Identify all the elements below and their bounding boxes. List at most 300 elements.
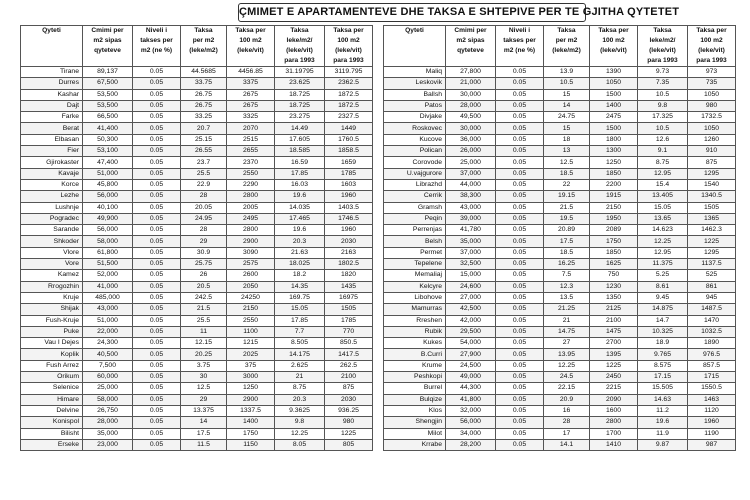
table-cell: 0.05: [496, 394, 544, 405]
table-cell: 0.05: [496, 338, 544, 349]
table-cell: 1137.5: [688, 259, 736, 270]
table-cell: 24,300: [83, 338, 133, 349]
table-cell: 936.25: [325, 405, 373, 416]
table-cell: 2030: [325, 236, 373, 247]
table-cell: 1100: [227, 326, 275, 337]
table-cell: 1872.5: [325, 100, 373, 111]
table-cell: 2125: [590, 304, 638, 315]
city-name: Farke: [21, 112, 83, 123]
column-header: takses per: [133, 36, 181, 46]
table-cell: 2290: [227, 179, 275, 190]
city-name: Sarande: [21, 225, 83, 236]
column-header: [133, 56, 181, 67]
table-cell: 21.25: [544, 304, 590, 315]
city-name: Fier: [21, 146, 83, 157]
table-cell: 18.025: [275, 259, 325, 270]
table-row: [384, 213, 736, 224]
table-row: [384, 202, 736, 213]
table-cell: 15.505: [638, 383, 688, 394]
column-header: [446, 56, 496, 67]
table-cell: 1600: [590, 405, 638, 416]
table-cell: 0.05: [133, 123, 181, 134]
table-cell: 0.05: [496, 281, 544, 292]
table-cell: 14.623: [638, 225, 688, 236]
table-cell: 14.63: [638, 394, 688, 405]
table-cell: 7.5: [544, 270, 590, 281]
column-header: [181, 56, 227, 67]
table-cell: 0.05: [496, 326, 544, 337]
table-cell: 19.15: [544, 191, 590, 202]
table-cell: 2.625: [275, 360, 325, 371]
table-cell: 26,000: [446, 146, 496, 157]
table-cell: 3375: [227, 78, 275, 89]
table-cell: 0.05: [496, 372, 544, 383]
table-cell: 0.05: [496, 259, 544, 270]
city-name: Maliq: [384, 67, 446, 78]
table-cell: 15,000: [446, 270, 496, 281]
table-cell: 0.05: [496, 349, 544, 360]
table-cell: 9.3625: [275, 405, 325, 416]
table-cell: 242.5: [181, 292, 227, 303]
table-cell: 25.5: [181, 168, 227, 179]
table-cell: 22.9: [181, 179, 227, 190]
table-cell: 262.5: [325, 360, 373, 371]
table-row: [384, 236, 736, 247]
table-cell: 9.8: [638, 100, 688, 111]
column-header: Niveli i: [133, 26, 181, 37]
table-cell: 33.25: [181, 112, 227, 123]
column-header: [544, 56, 590, 67]
table-cell: 16.25: [544, 259, 590, 270]
table-cell: 22,000: [83, 326, 133, 337]
table-cell: 1603: [325, 179, 373, 190]
city-name: Kukes: [384, 338, 446, 349]
column-header: Qyteti: [384, 26, 446, 37]
table-cell: 53,500: [83, 89, 133, 100]
table-cell: 28: [544, 417, 590, 428]
table-cell: 5.25: [638, 270, 688, 281]
table-row: [21, 439, 373, 450]
table-cell: 1225: [590, 360, 638, 371]
table-cell: 1785: [325, 315, 373, 326]
table-cell: 861: [688, 281, 736, 292]
table-cell: 0.05: [133, 394, 181, 405]
table-cell: 26.75: [181, 89, 227, 100]
table-cell: 27,900: [446, 349, 496, 360]
table-cell: 24250: [227, 292, 275, 303]
table-cell: 973: [688, 67, 736, 78]
table-cell: 0.05: [496, 417, 544, 428]
table-cell: 56,000: [83, 225, 133, 236]
city-name: Memaliaj: [384, 270, 446, 281]
table-cell: 1505: [688, 202, 736, 213]
table-cell: 42,500: [446, 304, 496, 315]
table-cell: 26,750: [83, 405, 133, 416]
table-cell: 0.05: [496, 146, 544, 157]
table-cell: 1785: [325, 168, 373, 179]
column-header: per m2: [544, 36, 590, 46]
city-name: Selenice: [21, 383, 83, 394]
column-header: [384, 36, 446, 46]
table-cell: 2700: [590, 338, 638, 349]
table-cell: 1250: [590, 157, 638, 168]
city-name: Kruje: [21, 292, 83, 303]
city-name: Fush Arrez: [21, 360, 83, 371]
table-cell: 1715: [688, 372, 736, 383]
table-cell: 0.05: [133, 157, 181, 168]
table-row: [384, 157, 736, 168]
table-cell: 9.45: [638, 292, 688, 303]
table-cell: 22: [544, 179, 590, 190]
column-header: 100 m2: [227, 36, 275, 46]
table-cell: 20.7: [181, 123, 227, 134]
header-row: [21, 26, 373, 37]
table-cell: 0.05: [496, 247, 544, 258]
table-cell: 976.5: [688, 349, 736, 360]
table-row: [21, 168, 373, 179]
page-title: ÇMIMET E APARTAMENTEVE DHE TAKSA E SHTEPIVE PER TE GJITHA QYTETET: [238, 3, 586, 22]
table-cell: 19.6: [638, 417, 688, 428]
header-row: [384, 36, 736, 46]
table-cell: 20.5: [181, 281, 227, 292]
table-row: [21, 123, 373, 134]
table-row: [21, 428, 373, 439]
table-cell: 20.3: [275, 236, 325, 247]
table-cell: 18.5: [544, 168, 590, 179]
table-cell: 14.875: [638, 304, 688, 315]
city-name: Permet: [384, 247, 446, 258]
table-cell: 16.59: [275, 157, 325, 168]
table-cell: 56,000: [446, 417, 496, 428]
table-cell: 3119.795: [325, 67, 373, 78]
table-cell: 13.9: [544, 67, 590, 78]
table-cell: 18.2: [275, 270, 325, 281]
table-cell: 1487.5: [688, 304, 736, 315]
table-row: [384, 134, 736, 145]
table-cell: 33.75: [181, 78, 227, 89]
column-header: Taksa per: [590, 26, 638, 37]
table-cell: 44,000: [446, 179, 496, 190]
table-cell: 23.275: [275, 112, 325, 123]
table-cell: 18.725: [275, 100, 325, 111]
table-cell: 1225: [688, 236, 736, 247]
city-name: Erseke: [21, 439, 83, 450]
city-name: Krrabe: [384, 439, 446, 450]
table-cell: 19.6: [275, 191, 325, 202]
city-name: Tepelene: [384, 259, 446, 270]
table-cell: 17: [544, 428, 590, 439]
table-cell: 30,000: [446, 89, 496, 100]
table-row: [21, 202, 373, 213]
table-cell: 0.05: [496, 67, 544, 78]
city-name: B.Curri: [384, 349, 446, 360]
table-cell: 1050: [688, 123, 736, 134]
table-cell: 11.2: [638, 405, 688, 416]
table-cell: 1500: [590, 89, 638, 100]
table-cell: 980: [325, 417, 373, 428]
table-cell: 2025: [227, 349, 275, 360]
table-cell: 1215: [227, 338, 275, 349]
column-header: (leke/vit): [325, 46, 373, 56]
city-name: Gramsh: [384, 202, 446, 213]
column-header: qyteteve: [446, 46, 496, 56]
table-cell: 18.725: [275, 89, 325, 100]
table-cell: 17.5: [181, 428, 227, 439]
table-cell: 58,000: [83, 236, 133, 247]
table-cell: 1700: [590, 428, 638, 439]
table-cell: 20.05: [181, 202, 227, 213]
table-cell: 1295: [688, 168, 736, 179]
table-row: [384, 304, 736, 315]
table-cell: 1540: [688, 179, 736, 190]
table-cell: 9.1: [638, 146, 688, 157]
city-name: Ballsh: [384, 89, 446, 100]
table-cell: 27,000: [446, 292, 496, 303]
table-cell: 0.05: [133, 304, 181, 315]
table-cell: 1500: [590, 123, 638, 134]
table-cell: 0.05: [133, 326, 181, 337]
table-cell: 15: [544, 89, 590, 100]
table-cell: 29: [181, 394, 227, 405]
table-cell: 7,500: [83, 360, 133, 371]
column-header: qyteteve: [83, 46, 133, 56]
table-cell: 14.49: [275, 123, 325, 134]
table-cell: 0.05: [133, 372, 181, 383]
table-cell: 1890: [688, 338, 736, 349]
table-cell: 2150: [590, 202, 638, 213]
city-name: Shengjin: [384, 417, 446, 428]
table-cell: 15.05: [638, 202, 688, 213]
table-cell: 40,500: [83, 349, 133, 360]
table-cell: 23.625: [275, 78, 325, 89]
table-cell: 11.375: [638, 259, 688, 270]
city-name: Korce: [21, 179, 83, 190]
column-header: [496, 56, 544, 67]
column-header: (leke/vit): [638, 46, 688, 56]
table-cell: 1746.5: [325, 213, 373, 224]
table-cell: 60,000: [83, 372, 133, 383]
column-header: [21, 46, 83, 56]
table-cell: 2089: [590, 225, 638, 236]
table-row: [384, 372, 736, 383]
table-cell: 27: [544, 338, 590, 349]
table-cell: 19.6: [275, 225, 325, 236]
city-name: Lushnje: [21, 202, 83, 213]
table-cell: 42,000: [446, 315, 496, 326]
table-cell: 2362.5: [325, 78, 373, 89]
table-row: [384, 100, 736, 111]
table-cell: 1760.5: [325, 134, 373, 145]
table-cell: 12.5: [544, 157, 590, 168]
table-cell: 28,000: [83, 417, 133, 428]
city-name: Kamez: [21, 270, 83, 281]
city-name: Cerrik: [384, 191, 446, 202]
table-cell: 2163: [325, 247, 373, 258]
table-row: [384, 112, 736, 123]
table-cell: 21,000: [446, 78, 496, 89]
city-name: Shijak: [21, 304, 83, 315]
table-cell: 2030: [325, 394, 373, 405]
price-table-right: [383, 25, 736, 451]
table-cell: 2100: [590, 315, 638, 326]
city-name: Patos: [384, 100, 446, 111]
table-cell: 0.05: [496, 315, 544, 326]
table-cell: 51,000: [83, 168, 133, 179]
table-cell: 25.5: [181, 315, 227, 326]
table-cell: 0.05: [496, 123, 544, 134]
city-name: Rreshen: [384, 315, 446, 326]
table-cell: 2090: [590, 394, 638, 405]
table-cell: 26: [181, 270, 227, 281]
table-cell: 25.15: [181, 134, 227, 145]
table-cell: 32,500: [446, 259, 496, 270]
table-cell: 1417.5: [325, 349, 373, 360]
table-cell: 169.75: [275, 292, 325, 303]
city-name: Vlore: [21, 247, 83, 258]
column-header: Cmimi per: [446, 26, 496, 37]
table-cell: 14.035: [275, 202, 325, 213]
table-cell: 0.05: [496, 213, 544, 224]
column-header: 100 m2: [325, 36, 373, 46]
table-row: [384, 360, 736, 371]
table-cell: 0.05: [133, 360, 181, 371]
city-name: Klos: [384, 405, 446, 416]
city-name: Kavaje: [21, 168, 83, 179]
table-cell: 0.05: [133, 78, 181, 89]
header-row: [384, 56, 736, 67]
table-cell: 16: [544, 405, 590, 416]
table-row: [384, 78, 736, 89]
table-cell: 1120: [688, 405, 736, 416]
table-cell: 67,500: [83, 78, 133, 89]
table-row: [384, 259, 736, 270]
table-cell: 875: [325, 383, 373, 394]
table-cell: 51,000: [83, 315, 133, 326]
table-cell: 0.05: [496, 270, 544, 281]
table-cell: 0.05: [133, 428, 181, 439]
table-cell: 1732.5: [688, 112, 736, 123]
table-cell: 30.9: [181, 247, 227, 258]
table-cell: 1390: [590, 67, 638, 78]
table-cell: 26.75: [181, 100, 227, 111]
table-cell: 66,500: [83, 112, 133, 123]
table-cell: 1475: [590, 326, 638, 337]
table-cell: 16975: [325, 292, 373, 303]
table-cell: 14: [181, 417, 227, 428]
table-row: [384, 191, 736, 202]
table-cell: 375: [227, 360, 275, 371]
table-cell: 44,300: [446, 383, 496, 394]
city-name: Dajt: [21, 100, 83, 111]
table-cell: 14.175: [275, 349, 325, 360]
column-header: Taksa: [181, 26, 227, 37]
column-header: Taksa: [544, 26, 590, 37]
table-cell: 4456.85: [227, 67, 275, 78]
table-cell: 44.5685: [181, 67, 227, 78]
city-name: Rubik: [384, 326, 446, 337]
table-row: [384, 292, 736, 303]
table-row: [384, 383, 736, 394]
table-cell: 1505: [325, 304, 373, 315]
table-cell: 12.15: [181, 338, 227, 349]
table-cell: 43,000: [446, 202, 496, 213]
table-cell: 9.8: [275, 417, 325, 428]
table-cell: 3000: [227, 372, 275, 383]
table-cell: 1337.5: [227, 405, 275, 416]
table-cell: 2200: [590, 179, 638, 190]
table-cell: 52,000: [83, 270, 133, 281]
table-row: [21, 100, 373, 111]
table-cell: 1960: [688, 417, 736, 428]
table-cell: 32,000: [446, 405, 496, 416]
table-cell: 11.9: [638, 428, 688, 439]
table-row: [21, 315, 373, 326]
table-cell: 18.5: [544, 247, 590, 258]
column-header: [590, 56, 638, 67]
table-cell: 2675: [227, 89, 275, 100]
column-header: Taksa per: [688, 26, 736, 37]
table-cell: 3090: [227, 247, 275, 258]
table-cell: 1150: [227, 439, 275, 450]
table-cell: 1395: [590, 349, 638, 360]
table-cell: 13.95: [544, 349, 590, 360]
table-cell: 0.05: [133, 259, 181, 270]
column-header: para 1993: [275, 56, 325, 67]
table-cell: 29: [181, 236, 227, 247]
table-cell: 0.05: [133, 213, 181, 224]
table-cell: 1960: [325, 225, 373, 236]
table-cell: 1750: [590, 236, 638, 247]
table-cell: 8.75: [638, 157, 688, 168]
column-header: Taksa: [275, 26, 325, 37]
table-cell: 36,000: [446, 134, 496, 145]
table-cell: 11: [181, 326, 227, 337]
city-name: Elbasan: [21, 134, 83, 145]
table-cell: 1960: [325, 191, 373, 202]
table-cell: 2575: [227, 259, 275, 270]
table-cell: 770: [325, 326, 373, 337]
table-cell: 0.05: [133, 89, 181, 100]
table-cell: 1470: [688, 315, 736, 326]
table-cell: 49,900: [83, 213, 133, 224]
table-row: [384, 349, 736, 360]
table-cell: 0.05: [133, 67, 181, 78]
table-cell: 25,000: [83, 383, 133, 394]
table-cell: 1295: [688, 247, 736, 258]
column-header: [21, 56, 83, 67]
table-row: [384, 326, 736, 337]
table-cell: 2070: [227, 123, 275, 134]
table-cell: 0.05: [496, 89, 544, 100]
table-row: [384, 89, 736, 100]
table-row: [384, 225, 736, 236]
table-cell: 15.4: [638, 179, 688, 190]
table-cell: 1449: [325, 123, 373, 134]
table-cell: 41,800: [446, 394, 496, 405]
city-name: Orikum: [21, 372, 83, 383]
table-cell: 39,000: [446, 213, 496, 224]
table-cell: 2450: [590, 372, 638, 383]
header-row: [384, 26, 736, 37]
table-cell: 21.63: [275, 247, 325, 258]
table-cell: 1350: [590, 292, 638, 303]
table-row: [21, 157, 373, 168]
city-name: Perrenjas: [384, 225, 446, 236]
table-cell: 24.5: [544, 372, 590, 383]
city-name: Peqin: [384, 213, 446, 224]
table-cell: 18.585: [275, 146, 325, 157]
header-row: [21, 46, 373, 56]
